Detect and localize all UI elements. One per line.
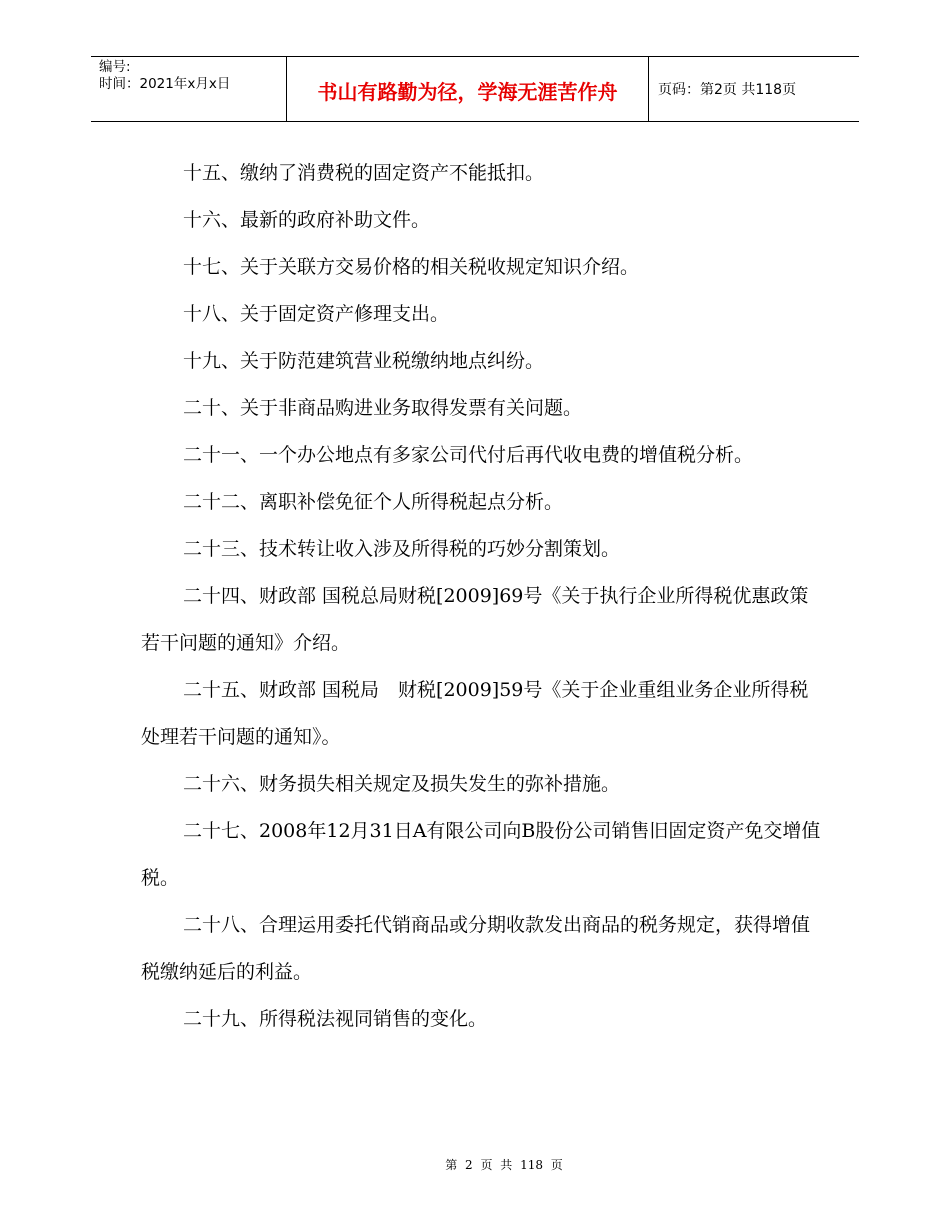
header-motto: 书山有路勤为径，学海无涯苦作舟 bbox=[287, 57, 649, 121]
paragraph: 二十九、所得税法视同销售的变化。 bbox=[183, 1008, 488, 1030]
paragraph: 二十四、财政部 国税总局财税[2009]69号《关于执行企业所得税优惠政策若干问题的通知》介绍。 bbox=[141, 585, 809, 654]
paragraph: 十五、缴纳了消费税的固定资产不能抵扣。 bbox=[183, 162, 545, 184]
paragraph: 二十一、一个办公地点有多家公司代付后再代收电费的增值税分析。 bbox=[183, 444, 754, 466]
paragraph: 十七、关于关联方交易价格的相关税收规定知识介绍。 bbox=[183, 256, 640, 278]
header-page-info: 页码：第2页 共118页 bbox=[658, 82, 797, 98]
document-time-label: 时间：2021年x月x日 bbox=[99, 76, 231, 92]
paragraph: 十六、最新的政府补助文件。 bbox=[183, 209, 431, 231]
page-footer: 第 2 页 共 118 页 bbox=[445, 1158, 563, 1172]
document-body bbox=[141, 150, 821, 1043]
paragraph: 十八、关于固定资产修理支出。 bbox=[183, 303, 450, 325]
paragraph: 十九、关于防范建筑营业税缴纳地点纠纷。 bbox=[183, 350, 545, 372]
page-header bbox=[91, 56, 859, 122]
paragraph: 二十三、技术转让收入涉及所得税的巧妙分割策划。 bbox=[183, 538, 621, 560]
header-meta bbox=[91, 57, 287, 121]
paragraph: 二十、关于非商品购进业务取得发票有关问题。 bbox=[183, 397, 583, 419]
paragraph: 二十八、合理运用委托代销商品或分期收款发出商品的税务规定，获得增值税缴纳延后的利益。 bbox=[141, 914, 811, 983]
paragraph: 二十六、财务损失相关规定及损失发生的弥补措施。 bbox=[183, 773, 621, 795]
paragraph: 二十七、2008年12月31日A有限公司向B股份公司销售旧固定资产免交增值税。 bbox=[141, 820, 821, 889]
paragraph: 二十二、离职补偿免征个人所得税起点分析。 bbox=[183, 491, 564, 513]
document-number-label: 编号: bbox=[99, 59, 131, 75]
paragraph: 二十五、财政部 国税局 财税[2009]59号《关于企业重组业务企业所得税处理若干问题的通知》。 bbox=[141, 679, 809, 748]
